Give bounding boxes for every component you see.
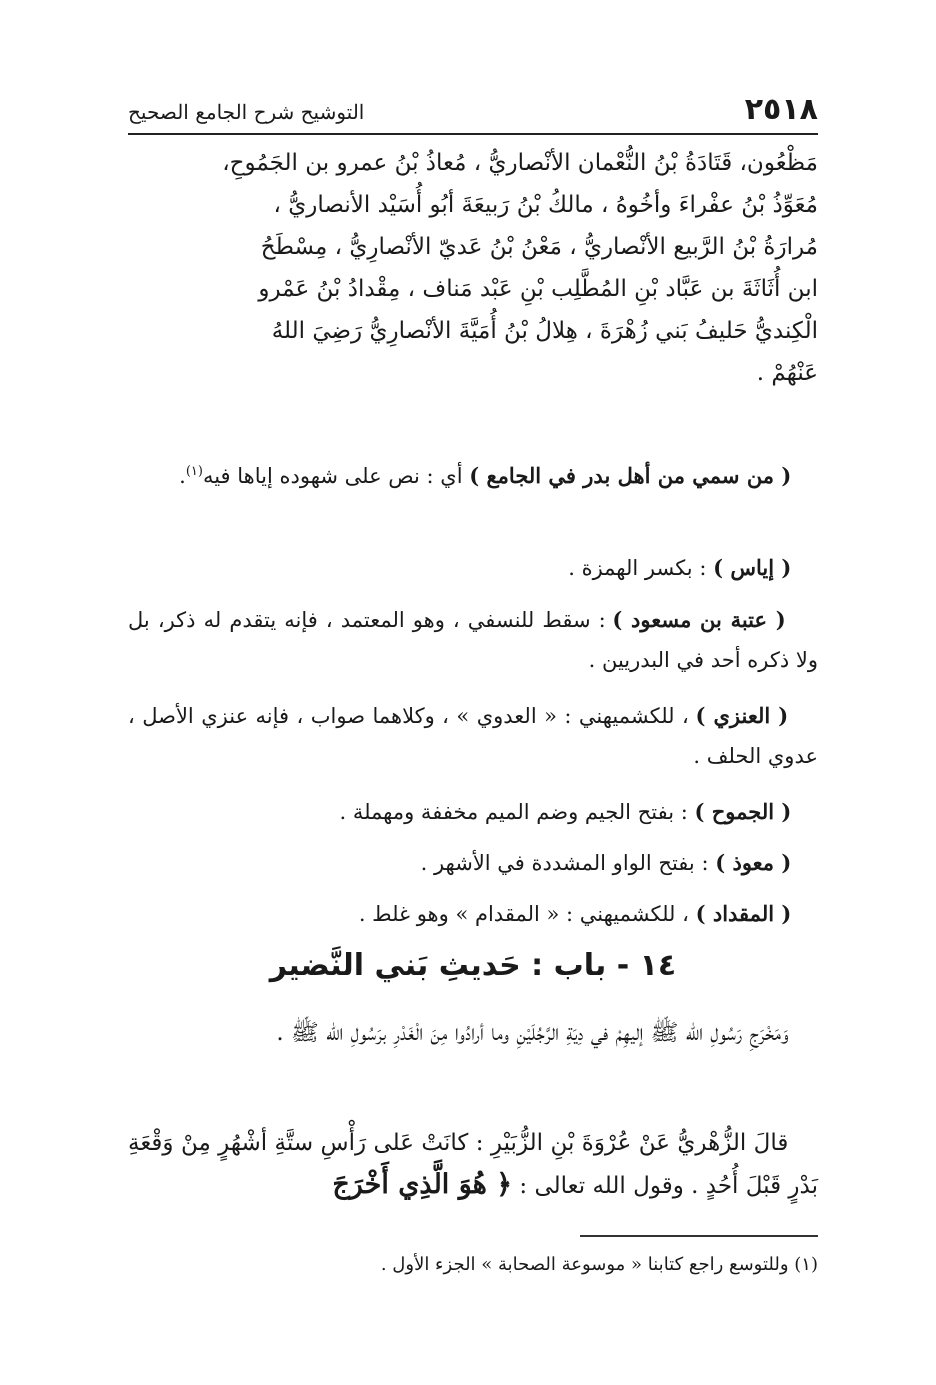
commentary-term: ( العنزي ) [695,703,789,728]
quran-quote: ﴿ هُوَ الَّذِي أَخْرَجَ [332,1169,513,1200]
names-list [128,142,818,394]
commentary-entry [128,548,818,588]
names-line: مَظْعُون، قَتَادَةُ بْنُ النُّعْمان الأنْصاريُّ ، مُعاذُ بْنُ عمرو بن الجَمُوحِ، [222,150,818,176]
running-title: التوشيح شرح الجامع الصحيح [128,100,365,124]
commentary-entry [128,843,818,883]
commentary-text: ، للكشميهني : « المقدام » وهو غلط . [358,902,696,926]
commentary-term: ( المقداد ) [695,901,792,926]
names-line: مُعَوِّذُ بْنُ عفْراءَ وأخُوهُ ، مالكُ بْنُ رَبيعَةَ أبُو أُسَيْد الأنصاريُّ ، [273,192,818,218]
names-line: الْكِنديُّ حَليفُ بَني زُهْرَةَ ، هِلالُ بْنُ أُمَيَّةَ الأنْصارِيُّ رَضِيَ اللهُ [271,318,818,344]
names-line: مُرارَةُ بْنُ الرَّبيع الأنْصاريُّ ، مَعْنُ بْنُ عَديّ الأنْصارِيُّ ، مِسْطَحُ [260,234,818,260]
header-divider [128,133,818,135]
commentary-entry [128,696,818,776]
chapter-paragraph [128,1122,818,1207]
commentary-text: : بفتح الواو المشددة في الأشهر . [420,851,716,875]
commentary-entry [128,452,818,496]
footnote-ref[interactable]: (١) [185,464,203,479]
commentary-text: : بكسر الهمزة . [568,556,714,580]
commentary-text: : بفتح الجيم وضم الميم مخففة ومهملة . [339,800,695,824]
commentary-term: ( عتبة بن مسعود ) [612,607,786,632]
footnote: (١) وللتوسع راجع كتابنا « موسوعة الصحابة » الجزء الأول . [380,1254,818,1275]
commentary-entry [128,792,818,832]
chapter-text: قالَ الزُّهْريُّ عَنْ عُرْوَةَ بْنِ الزُّبَيْرِ : كانَتْ عَلى رَأْسِ ستَّةِ أشْهُرٍ مِنْ وَقْعَةِ بَدْرٍ قَبْلَ أُحُدٍ . وقول الله تعالى : [128,1130,818,1199]
names-line: ابن أُثَاثَةَ بن عَبَّاد بْنِ المُطَّلِب بْنِ عَبْد مَناف ، مِقْدادُ بْنُ عَمْرو [258,276,818,302]
commentary-term: ( معوذ ) [715,850,792,875]
commentary-text: : سقط للنسفي ، وهو المعتمد ، فإنه يتقدم له ذكر، بل ولا ذكره أحد في البدريين . [128,608,818,672]
names-line: عَنْهُمْ . [756,360,818,386]
commentary-entry [128,894,818,934]
commentary-term: ( الجموح ) [694,799,792,824]
footnote-divider [580,1235,818,1237]
chapter-text: وَمَخْرَجِ رَسُولِ الله ﷺ إليهِمْ في دِيَةِ الرَّجُلَيْنِ وما أرادُوا مِنَ الْغَدْرِ برَسُولِ الله ﷺ . [276,1020,789,1046]
commentary-text: ، للكشميهني : « العدوي » ، وكلاهما صواب ، فإنه عنزي الأصل ، عدوي الحلف . [128,704,818,768]
page-number: ٢٥١٨ [744,92,818,127]
commentary-entry [128,600,818,680]
commentary-term: ( إياس ) [713,555,792,580]
commentary-term: ( من سمي من أهل بدر في الجامع ) [469,463,792,488]
chapter-paragraph [128,1012,818,1054]
chapter-heading: ١٤ - باب : حَديثِ بَني النَّضير [269,948,677,983]
commentary-end: . [179,464,186,488]
commentary-text: أي : نص على شهوده إياها فيه [202,464,470,488]
